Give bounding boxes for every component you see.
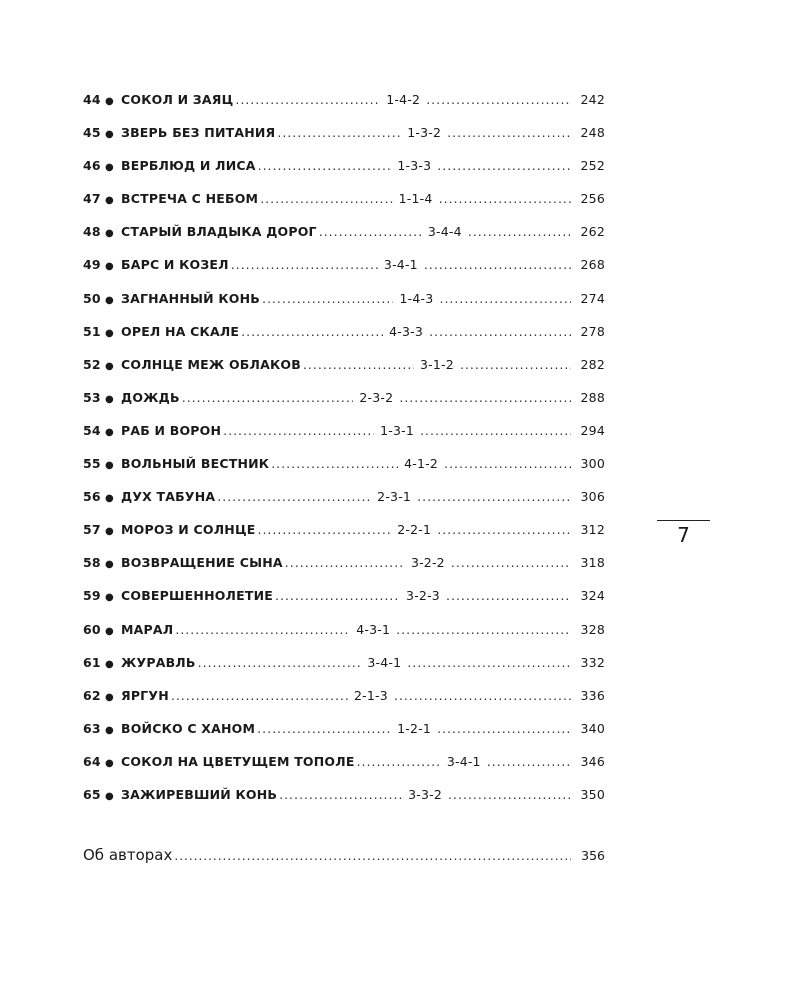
entry-page: 332 xyxy=(580,654,605,670)
toc-entry[interactable] xyxy=(83,88,605,121)
toc-entry[interactable] xyxy=(83,618,605,651)
toc-entry[interactable] xyxy=(83,287,605,320)
entry-code: 3-1-2 xyxy=(420,356,454,372)
entry-number: 56 xyxy=(83,489,101,505)
bullet-icon: ● xyxy=(105,460,114,472)
entry-title: МОРОЗ И СОЛНЦЕ xyxy=(121,522,256,538)
leader-dots xyxy=(437,717,571,741)
entry-title: МАРАЛ xyxy=(121,621,174,637)
bullet-icon: ● xyxy=(105,625,114,637)
leader-dots xyxy=(260,187,392,211)
toc-entry[interactable] xyxy=(83,684,605,717)
bullet-icon: ● xyxy=(105,261,114,273)
bullet-icon: ● xyxy=(105,691,114,703)
entry-code: 3-4-1 xyxy=(446,753,481,769)
entry-page: 294 xyxy=(580,422,605,438)
table-of-contents xyxy=(83,88,605,816)
leader-dots xyxy=(447,121,571,145)
bullet-icon: ● xyxy=(105,360,114,372)
entry-number: 48 xyxy=(83,224,101,240)
entry-page: 324 xyxy=(580,588,605,604)
entry-page: 350 xyxy=(580,786,605,802)
bullet-icon: ● xyxy=(105,96,114,107)
entry-title: БАРС И КОЗЕЛ xyxy=(121,257,229,273)
toc-entry[interactable] xyxy=(83,353,605,386)
leader-dots xyxy=(171,684,348,708)
toc-entry[interactable] xyxy=(83,187,605,220)
entry-number: 65 xyxy=(83,786,101,802)
authors-page: 356 xyxy=(581,848,605,863)
entry-title: ЗАЖИРЕВШИЙ КОНЬ xyxy=(121,786,278,802)
leader-dots xyxy=(262,287,394,311)
entry-number: 44 xyxy=(83,92,101,107)
leader-dots xyxy=(175,618,350,642)
entry-page: 288 xyxy=(580,389,605,405)
entry-page: 346 xyxy=(580,753,605,769)
bullet-icon: ● xyxy=(105,327,114,339)
leader-dots xyxy=(407,651,571,675)
entry-page: 256 xyxy=(580,191,605,207)
bullet-icon: ● xyxy=(105,790,114,802)
entry-number: 53 xyxy=(83,389,101,405)
bullet-icon: ● xyxy=(105,228,114,240)
toc-entry[interactable] xyxy=(83,717,605,750)
leader-dots xyxy=(437,154,571,178)
entry-code: 1-2-1 xyxy=(397,720,432,736)
bullet-icon: ● xyxy=(105,195,114,207)
entry-code: 3-3-2 xyxy=(408,786,442,802)
entry-title: ЗВЕРЬ БЕЗ ПИТАНИЯ xyxy=(121,125,276,141)
entry-code: 1-4-3 xyxy=(399,290,434,306)
leader-dots xyxy=(285,551,405,575)
leader-dots xyxy=(426,88,571,112)
entry-number: 57 xyxy=(83,522,101,538)
entry-number: 50 xyxy=(83,290,101,306)
entry-code: 1-4-2 xyxy=(386,92,421,107)
entry-title: СОВЕРШЕННОЛЕТИЕ xyxy=(121,588,274,604)
leader-dots xyxy=(223,419,374,443)
entry-code: 3-2-2 xyxy=(410,555,445,571)
entry-number: 61 xyxy=(83,654,101,670)
entry-title: ДОЖДЬ xyxy=(121,389,180,405)
entry-page: 242 xyxy=(580,92,605,107)
entry-page: 328 xyxy=(580,621,605,637)
entry-title: ВОЗВРАЩЕНИЕ СЫНА xyxy=(121,555,283,571)
toc-entry[interactable] xyxy=(83,584,605,617)
bullet-icon: ● xyxy=(105,294,114,306)
leader-dots xyxy=(257,717,391,741)
entry-page: 278 xyxy=(580,323,605,339)
leader-dots xyxy=(451,551,571,575)
leader-dots xyxy=(429,320,571,344)
leader-dots xyxy=(448,783,571,807)
leader-dots xyxy=(424,253,571,277)
entry-number: 49 xyxy=(83,257,101,273)
bullet-icon: ● xyxy=(105,526,114,538)
toc-entry[interactable] xyxy=(83,253,605,286)
entry-title: ВЕРБЛЮД И ЛИСА xyxy=(121,158,256,174)
entry-number: 60 xyxy=(83,621,101,637)
entry-page: 282 xyxy=(580,356,605,372)
entry-code: 1-3-1 xyxy=(380,422,414,438)
entry-number: 59 xyxy=(83,588,101,604)
leader-dots xyxy=(257,518,391,542)
entry-number: 63 xyxy=(83,720,101,736)
bullet-icon: ● xyxy=(105,129,114,141)
toc-entry[interactable] xyxy=(83,551,605,584)
bullet-icon: ● xyxy=(105,393,114,405)
leader-dots xyxy=(279,783,402,807)
entry-code: 1-3-3 xyxy=(397,158,432,174)
entry-title: ЖУРАВЛЬ xyxy=(121,654,196,670)
entry-title: ЯРГУН xyxy=(121,687,169,703)
entry-number: 46 xyxy=(83,158,101,174)
toc-entry[interactable] xyxy=(83,452,605,485)
bullet-icon: ● xyxy=(105,162,114,174)
bullet-icon: ● xyxy=(105,724,114,736)
entry-code: 3-2-3 xyxy=(406,588,440,604)
toc-entry[interactable] xyxy=(83,386,605,419)
leader-dots xyxy=(439,187,571,211)
page-number: 7 xyxy=(657,520,710,547)
entry-title: СОЛНЦЕ МЕЖ ОБЛАКОВ xyxy=(121,356,301,372)
toc-entry[interactable] xyxy=(83,750,605,783)
entry-code: 2-3-1 xyxy=(377,489,412,505)
entry-number: 58 xyxy=(83,555,101,571)
leader-dots xyxy=(303,353,414,377)
leader-dots xyxy=(198,651,362,675)
entry-page: 252 xyxy=(580,158,605,174)
leader-dots xyxy=(275,584,400,608)
leader-dots xyxy=(460,353,571,377)
entry-number: 45 xyxy=(83,125,101,141)
entry-number: 51 xyxy=(83,323,101,339)
entry-page: 268 xyxy=(580,257,605,273)
toc-entry[interactable] xyxy=(83,121,605,154)
bullet-icon: ● xyxy=(105,559,114,571)
bullet-icon: ● xyxy=(105,592,114,604)
entry-code: 1-3-2 xyxy=(407,125,442,141)
entry-code: 2-2-1 xyxy=(397,522,432,538)
leader-dots xyxy=(439,287,571,311)
toc-entry[interactable] xyxy=(83,154,605,187)
entry-code: 2-1-3 xyxy=(353,687,388,703)
leader-dots xyxy=(444,452,571,476)
entry-number: 64 xyxy=(83,753,101,769)
entry-page: 262 xyxy=(580,224,605,240)
entry-title: СОКОЛ НА ЦВЕТУЩЕМ ТОПОЛЕ xyxy=(121,753,355,769)
entry-title: ВОЙСКО С ХАНОМ xyxy=(121,720,256,736)
leader-dots xyxy=(182,386,354,410)
leader-dots xyxy=(241,320,383,344)
toc-entry[interactable] xyxy=(83,220,605,253)
leader-dots xyxy=(231,253,378,277)
entry-code: 1-1-4 xyxy=(398,191,433,207)
entry-code: 3-4-1 xyxy=(383,257,418,273)
entry-page: 340 xyxy=(580,720,605,736)
authors-entry[interactable] xyxy=(83,846,605,864)
toc-entry[interactable] xyxy=(83,783,605,816)
entry-page: 312 xyxy=(580,522,605,538)
entry-title: ВОЛЬНЫЙ ВЕСТНИК xyxy=(121,456,270,472)
leader-dots xyxy=(394,684,571,708)
toc-entry[interactable] xyxy=(83,518,605,551)
leader-dots xyxy=(437,518,571,542)
leader-dots xyxy=(174,849,571,863)
entry-page: 306 xyxy=(580,489,605,505)
leader-dots xyxy=(399,386,571,410)
bullet-icon: ● xyxy=(105,757,114,769)
leader-dots xyxy=(417,485,571,509)
entry-number: 62 xyxy=(83,687,101,703)
entry-title: ВСТРЕЧА С НЕБОМ xyxy=(121,191,259,207)
authors-label: Об авторах xyxy=(83,846,173,864)
entry-page: 248 xyxy=(580,125,605,141)
leader-dots xyxy=(468,220,571,244)
entry-code: 3-4-1 xyxy=(367,654,402,670)
leader-dots xyxy=(271,452,398,476)
entry-page: 274 xyxy=(580,290,605,306)
entry-code: 3-4-4 xyxy=(427,224,462,240)
entry-title: ОРЕЛ НА СКАЛЕ xyxy=(121,323,240,339)
entry-code: 4-3-1 xyxy=(356,621,391,637)
leader-dots xyxy=(396,618,571,642)
entry-title: РАБ И ВОРОН xyxy=(121,422,222,438)
entry-code: 4-3-3 xyxy=(389,323,423,339)
leader-dots xyxy=(277,121,401,145)
entry-number: 55 xyxy=(83,456,101,472)
entry-code: 4-1-2 xyxy=(404,456,439,472)
toc-entry[interactable] xyxy=(83,485,605,518)
entry-page: 336 xyxy=(580,687,605,703)
entry-number: 52 xyxy=(83,356,101,372)
entry-title: СОКОЛ И ЗАЯЦ xyxy=(121,92,234,107)
leader-dots xyxy=(319,220,422,244)
entry-title: ДУХ ТАБУНА xyxy=(121,489,216,505)
toc-entry[interactable] xyxy=(83,320,605,353)
entry-page: 300 xyxy=(580,456,605,472)
leader-dots xyxy=(446,584,571,608)
entry-page: 318 xyxy=(580,555,605,571)
toc-entry[interactable] xyxy=(83,651,605,684)
entry-title: СТАРЫЙ ВЛАДЫКА ДОРОГ xyxy=(121,224,317,240)
bullet-icon: ● xyxy=(105,426,114,438)
entry-number: 47 xyxy=(83,191,101,207)
entry-title: ЗАГНАННЫЙ КОНЬ xyxy=(121,290,260,306)
leader-dots xyxy=(217,485,371,509)
bullet-icon: ● xyxy=(105,658,114,670)
entry-number: 54 xyxy=(83,422,101,438)
leader-dots xyxy=(357,750,441,774)
toc-entry[interactable] xyxy=(83,419,605,452)
leader-dots xyxy=(420,419,571,443)
entry-code: 2-3-2 xyxy=(359,389,394,405)
bullet-icon: ● xyxy=(105,493,114,505)
leader-dots xyxy=(235,88,380,112)
leader-dots xyxy=(487,750,571,774)
leader-dots xyxy=(258,154,392,178)
